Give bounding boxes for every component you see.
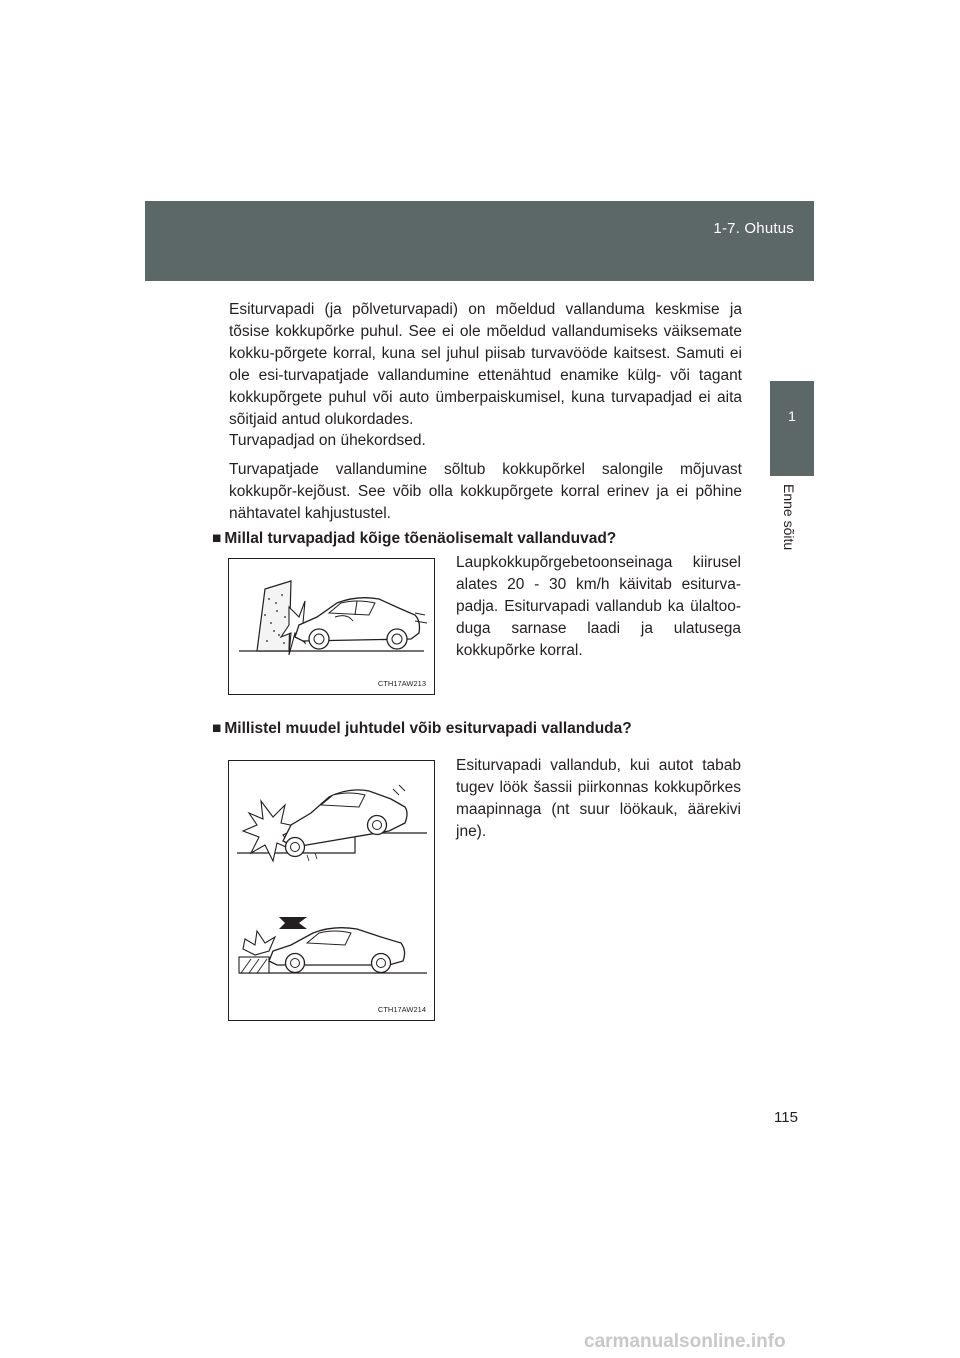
section-text-1: Laupkokkupõrgebetoonseinaga kiirusel alates 20 - 30 km/h käivitab esiturva-padja. Esiturvapadi vallandub ka ülaltoo-duga sarnase laadi ja ulatusega kokkupõrke korral. — [456, 554, 741, 659]
section-label: 1-7. Ohutus — [713, 220, 794, 237]
frontal-collision-illustration — [229, 559, 434, 694]
intro-paragraph: Esiturvapadi (ja põlveturvapadi) on mõeldud vallanduma keskmise ja tõsise kokkupõrke puhul. See ei ole mõeldud vallandumiseks väiksemate kokku-põrgete korral, kuna sel juhul piisab turvavööde kaitsest. Samuti ei ole esi-turvapatjade vallandumine ettenähtud enamike külg- või tagant kokkupõrgete puhul või auto ümberpaiskumisel, kuna turvapadjad ei aita sõitjaid antud olukordades. — [229, 301, 742, 428]
header-bar — [145, 201, 814, 281]
chapter-tab — [770, 381, 814, 476]
section-text-2: Esiturvapadi vallandub, kui autot tabab tugev löök šassii piirkonnas kokkupõrkes maapinnaga (nt suur löökauk, äärekivi jne). — [456, 757, 741, 840]
deployment-paragraph: Turvapatjade vallandumine sõltub kokkupõrkel salongile mõjuvast kokkupõr-kejõust. See võib olla kokkupõrgete korral erinev ja ei põhine nähtavatel kahjustustel. — [229, 461, 742, 522]
page-number: 115 — [774, 1109, 798, 1126]
bullet-square-icon: ■ — [212, 720, 222, 737]
section-heading-2-text: Millistel muudel juhtudel võib esiturvapadi vallanduda? — [224, 720, 632, 737]
undercarriage-impact-illustration — [229, 761, 434, 1020]
chapter-title: Enne sõitu — [781, 484, 797, 551]
chapter-number: 1 — [788, 408, 796, 424]
single-use-paragraph: Turvapadjad on ühekordsed. — [229, 432, 426, 449]
section-heading-2 — [212, 720, 632, 738]
section-heading-1-text: Millal turvapadjad kõige tõenäolisemalt vallanduvad? — [224, 530, 617, 547]
figure-code: CTH17AW214 — [377, 1005, 426, 1014]
bullet-square-icon: ■ — [212, 530, 222, 547]
figure-code: CTH17AW213 — [377, 679, 426, 688]
section-heading-1 — [212, 530, 616, 548]
watermark: carmanualsonline.info — [584, 1331, 786, 1352]
figure-undercarriage-impact — [228, 760, 435, 1021]
figure-frontal-collision — [228, 558, 435, 695]
